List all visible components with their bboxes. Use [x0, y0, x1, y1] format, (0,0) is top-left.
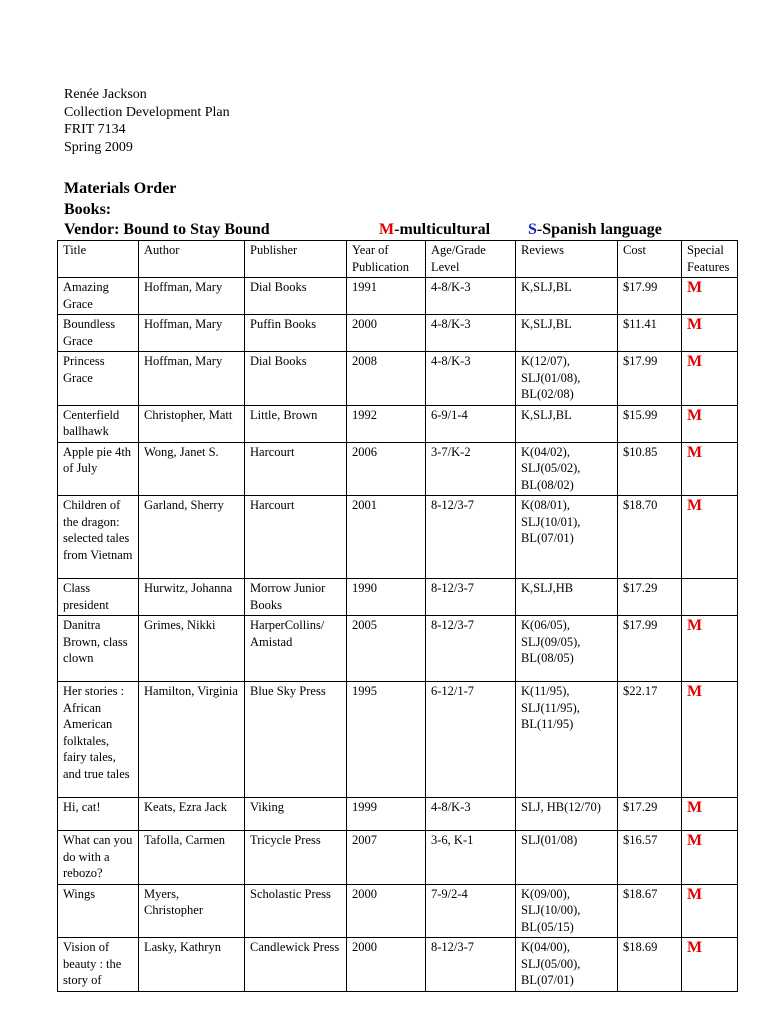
column-header: Title [58, 241, 139, 278]
table-row [58, 496, 738, 579]
cost-cell: $16.57 [618, 831, 682, 885]
vendor-label: Vendor: Bound to Stay Bound [64, 221, 270, 238]
year-cell: 2007 [347, 831, 426, 885]
reviews-cell: SLJ, HB(12/70) [516, 798, 618, 831]
reviews-cell: K(04/02), SLJ(05/02), BL(08/02) [516, 442, 618, 496]
year-cell: 1999 [347, 798, 426, 831]
publisher-cell: Morrow Junior Books [245, 579, 347, 616]
legend-multicultural [379, 220, 490, 241]
reviews-cell: K(08/01), SLJ(10/01), BL(07/01) [516, 496, 618, 579]
level-cell: 6-12/1-7 [426, 682, 516, 798]
author-cell: Hoffman, Mary [139, 278, 245, 315]
reviews-cell: K,SLJ,HB [516, 579, 618, 616]
feature-cell [682, 938, 738, 992]
legend-s-letter: S [528, 221, 537, 238]
year-cell: 1995 [347, 682, 426, 798]
title-cell: Centerfield ballhawk [58, 405, 139, 442]
author-cell: Myers, Christopher [139, 884, 245, 938]
materials-order-table [57, 240, 738, 992]
order-title: Materials Order [64, 180, 177, 197]
publisher-cell: Viking [245, 798, 347, 831]
level-cell: 8-12/3-7 [426, 579, 516, 616]
plan-title: Collection Development Plan [64, 104, 230, 120]
multicultural-mark: M [687, 353, 703, 370]
column-header: Publisher [245, 241, 347, 278]
author-cell: Wong, Janet S. [139, 442, 245, 496]
legend-spanish [528, 220, 662, 241]
multicultural-mark: M [687, 799, 703, 816]
title-cell: Princess Grace [58, 352, 139, 406]
cost-cell: $10.85 [618, 442, 682, 496]
feature-cell [682, 831, 738, 885]
multicultural-mark: M [687, 832, 703, 849]
cost-cell: $17.99 [618, 352, 682, 406]
feature-cell [682, 442, 738, 496]
author-cell: Tafolla, Carmen [139, 831, 245, 885]
table-row [58, 616, 738, 682]
publisher-cell: Dial Books [245, 352, 347, 406]
title-cell: Class president [58, 579, 139, 616]
table-row [58, 831, 738, 885]
year-cell: 2008 [347, 352, 426, 406]
author-cell: Grimes, Nikki [139, 616, 245, 682]
author-cell: Garland, Sherry [139, 496, 245, 579]
title-cell: Boundless Grace [58, 315, 139, 352]
year-cell: 2000 [347, 884, 426, 938]
cost-cell: $18.70 [618, 496, 682, 579]
year-cell: 2005 [347, 616, 426, 682]
multicultural-mark: M [687, 617, 703, 634]
cost-cell: $18.67 [618, 884, 682, 938]
level-cell: 8-12/3-7 [426, 938, 516, 992]
title-cell: Children of the dragon: selected tales from Vietnam [58, 496, 139, 579]
reviews-cell: K,SLJ,BL [516, 278, 618, 315]
title-cell: Hi, cat! [58, 798, 139, 831]
table-row [58, 352, 738, 406]
reviews-cell: K(11/95), SLJ(11/95), BL(11/95) [516, 682, 618, 798]
legend-m-letter: M [379, 221, 395, 238]
column-header: Special Features [682, 241, 738, 278]
level-cell: 8-12/3-7 [426, 496, 516, 579]
multicultural-mark: M [687, 885, 703, 903]
cost-cell: $22.17 [618, 682, 682, 798]
reviews-cell: K,SLJ,BL [516, 315, 618, 352]
title-cell: Amazing Grace [58, 278, 139, 315]
table-header-row [58, 241, 738, 278]
table-row [58, 405, 738, 442]
author-cell: Hoffman, Mary [139, 315, 245, 352]
publisher-cell: Harcourt [245, 496, 347, 579]
feature-cell [682, 315, 738, 352]
cost-cell: $17.29 [618, 798, 682, 831]
feature-cell [682, 352, 738, 406]
feature-cell [682, 884, 738, 938]
column-header: Cost [618, 241, 682, 278]
publisher-cell: Tricycle Press [245, 831, 347, 885]
title-cell: Her stories : African American folktales, fairy tales, and true tales [58, 682, 139, 798]
year-cell: 1992 [347, 405, 426, 442]
title-cell: What can you do with a rebozo? [58, 831, 139, 885]
course-code: FRIT 7134 [64, 122, 126, 137]
year-cell: 1991 [347, 278, 426, 315]
level-cell: 3-6, K-1 [426, 831, 516, 885]
column-header: Author [139, 241, 245, 278]
feature-cell [682, 405, 738, 442]
feature-cell [682, 278, 738, 315]
year-cell: 2001 [347, 496, 426, 579]
level-cell: 3-7/K-2 [426, 442, 516, 496]
reviews-cell: K,SLJ,BL [516, 405, 618, 442]
column-header: Year of Publication [347, 241, 426, 278]
year-cell: 1990 [347, 579, 426, 616]
publisher-cell: Scholastic Press [245, 884, 347, 938]
level-cell: 4-8/K-3 [426, 798, 516, 831]
author-cell: Hoffman, Mary [139, 352, 245, 406]
level-cell: 4-8/K-3 [426, 278, 516, 315]
feature-cell [682, 616, 738, 682]
table-row [58, 798, 738, 831]
reviews-cell: K(09/00), SLJ(10/00), BL(05/15) [516, 884, 618, 938]
reviews-cell: SLJ(01/08) [516, 831, 618, 885]
feature-cell [682, 798, 738, 831]
level-cell: 8-12/3-7 [426, 616, 516, 682]
title-cell: Vision of beauty : the story of [58, 938, 139, 992]
column-header: Age/Grade Level [426, 241, 516, 278]
feature-cell [682, 496, 738, 579]
title-cell: Danitra Brown, class clown [58, 616, 139, 682]
publisher-cell: Puffin Books [245, 315, 347, 352]
column-header: Reviews [516, 241, 618, 278]
reviews-cell: K(04/00), SLJ(05/00), BL(07/01) [516, 938, 618, 992]
document-header [64, 86, 230, 156]
reviews-cell: K(12/07), SLJ(01/08), BL(02/08) [516, 352, 618, 406]
publisher-cell: Blue Sky Press [245, 682, 347, 798]
order-subtitle: Books: [64, 200, 112, 218]
year-cell: 2000 [347, 938, 426, 992]
cost-cell: $17.29 [618, 579, 682, 616]
level-cell: 6-9/1-4 [426, 405, 516, 442]
multicultural-mark: M [687, 497, 703, 514]
vendor-line [64, 220, 704, 241]
feature-cell [682, 579, 738, 616]
author-cell: Keats, Ezra Jack [139, 798, 245, 831]
publisher-cell: Candlewick Press [245, 938, 347, 992]
title-cell: Apple pie 4th of July [58, 442, 139, 496]
legend-s-text: -Spanish language [536, 221, 662, 238]
level-cell: 4-8/K-3 [426, 352, 516, 406]
cost-cell: $15.99 [618, 405, 682, 442]
table-row [58, 884, 738, 938]
multicultural-mark: M [687, 683, 703, 700]
table-row [58, 278, 738, 315]
table-row [58, 938, 738, 992]
reviews-cell: K(06/05), SLJ(09/05), BL(08/05) [516, 616, 618, 682]
publisher-cell: Dial Books [245, 278, 347, 315]
cost-cell: $11.41 [618, 315, 682, 352]
term: Spring 2009 [64, 139, 133, 155]
feature-cell [682, 682, 738, 798]
multicultural-mark: M [687, 443, 703, 461]
level-cell: 7-9/2-4 [426, 884, 516, 938]
legend-m-text: -multicultural [394, 221, 491, 238]
year-cell: 2006 [347, 442, 426, 496]
table-row [58, 442, 738, 496]
author-name: Renée Jackson [64, 87, 147, 102]
author-cell: Christopher, Matt [139, 405, 245, 442]
author-cell: Hurwitz, Johanna [139, 579, 245, 616]
cost-cell: $17.99 [618, 278, 682, 315]
table-row [58, 315, 738, 352]
year-cell: 2000 [347, 315, 426, 352]
publisher-cell: HarperCollins/ Amistad [245, 616, 347, 682]
multicultural-mark: M [687, 316, 703, 333]
publisher-cell: Little, Brown [245, 405, 347, 442]
author-cell: Hamilton, Virginia [139, 682, 245, 798]
author-cell: Lasky, Kathryn [139, 938, 245, 992]
multicultural-mark: M [687, 939, 703, 956]
level-cell: 4-8/K-3 [426, 315, 516, 352]
table-row [58, 682, 738, 798]
multicultural-mark: M [687, 406, 703, 424]
table-row [58, 579, 738, 616]
cost-cell: $18.69 [618, 938, 682, 992]
order-heading [64, 179, 704, 241]
multicultural-mark: M [687, 279, 703, 296]
publisher-cell: Harcourt [245, 442, 347, 496]
title-cell: Wings [58, 884, 139, 938]
cost-cell: $17.99 [618, 616, 682, 682]
